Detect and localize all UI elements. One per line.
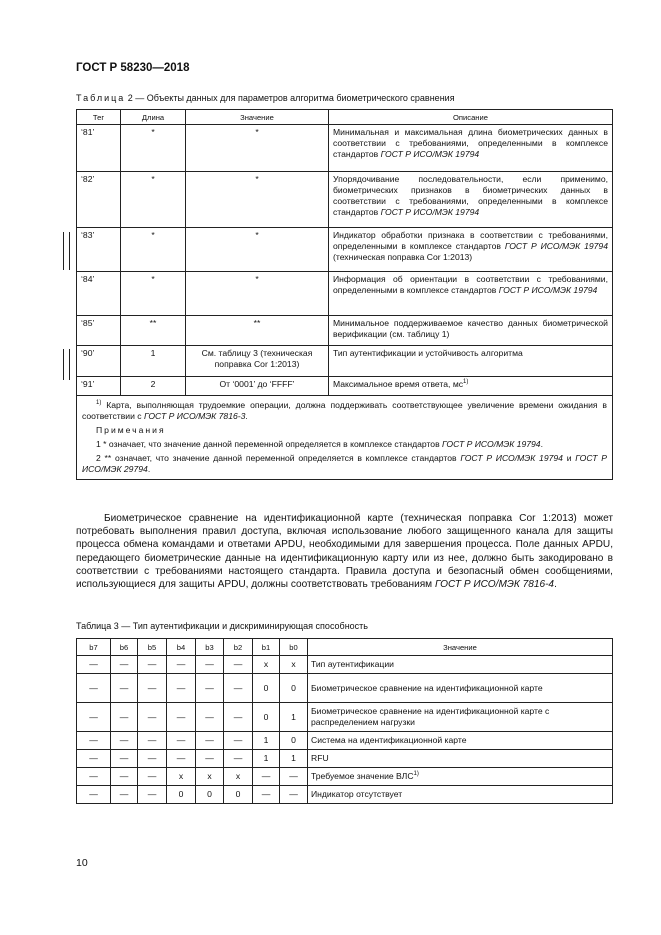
change-bar <box>63 232 64 270</box>
footnote <box>82 400 607 422</box>
tag-cell: ‘85’ <box>77 316 121 346</box>
table-row <box>77 272 613 316</box>
bit-cell: x <box>167 768 196 786</box>
description-cell <box>329 228 613 272</box>
table-row <box>77 732 613 750</box>
bit-cell: — <box>167 750 196 768</box>
bit-cell: 1 <box>253 732 280 750</box>
tag-cell: ‘81’ <box>77 125 121 172</box>
bit-cell: — <box>111 768 138 786</box>
bit-cell: — <box>138 732 167 750</box>
table3 <box>76 638 613 804</box>
description-text: Индикатор обработки признака в соответствии с требованиями, определенными в комплексе стандартов <box>333 230 608 251</box>
value-cell: От ‘0001’ до ‘FFFF’ <box>186 377 329 396</box>
table-row <box>77 377 613 396</box>
description-cell: Минимальное поддерживаемое качество данных биометрической верификации (см. таблицу 1) <box>329 316 613 346</box>
bit-cell: — <box>77 656 111 674</box>
footnote-marker: 1) <box>463 379 469 385</box>
bit-cell: — <box>253 768 280 786</box>
paragraph-text: . <box>554 579 557 591</box>
description-cell <box>329 172 613 228</box>
change-bar <box>69 349 70 380</box>
standard-reference: ГОСТ Р ИСО/МЭК 19794 <box>504 241 608 251</box>
bit-cell: — <box>224 656 253 674</box>
footnote-text: Карта, выполняющая трудоемкие операции, должна поддерживать соответствующее увеличение времени ожидания в соответствии с <box>82 400 607 421</box>
paragraph-text: Биометрическое сравнение на идентификационной карте (техническая поправка Cor 1:2013) может потребовать выполнения правил доступа, включая использование любого защищенного канала для защиты процесса обмена командами и ответами APDU, необходимыми для завершения процесса. Поле данных APDU, передающего биометрические данные на идентификационную карту или из нее, должно быть закодировано в соответствии с требованиями настоящего стандарта. Правила доступа и безопасный обмен сообщениями, использующиеся для защиты APDU, должны соответствовать требованиям <box>76 513 613 591</box>
description-cell <box>329 272 613 316</box>
value-cell: * <box>186 125 329 172</box>
standard-reference: ГОСТ Р ИСО/МЭК 19794 <box>498 285 598 295</box>
page-number: 10 <box>76 857 88 869</box>
table3-header-cell: b1 <box>253 639 280 656</box>
bit-cell: — <box>167 732 196 750</box>
description-cell <box>329 377 613 396</box>
meaning-cell: Биометрическое сравнение на идентификационной карте с распределением нагрузки <box>308 703 613 732</box>
table3-caption: Таблица 3 — Тип аутентификации и дискриминирующая способность <box>76 621 368 631</box>
bit-cell: — <box>138 786 167 804</box>
bit-cell: — <box>77 674 111 703</box>
table2-header-row <box>77 110 613 125</box>
meaning-cell: Тип аутентификации <box>308 656 613 674</box>
bit-cell: 0 <box>167 786 196 804</box>
standard-reference: ГОСТ Р ИСО/МЭК 7816-3 <box>143 411 246 421</box>
description-text: (техническая поправка Cor 1:2013) <box>333 252 473 262</box>
description-text: Упорядочивание последовательности, если применимо, биометрических признаков в биометрических данных в соответствии с требованиями, определенными в комплексе стандартов <box>333 174 608 217</box>
bit-cell: — <box>138 768 167 786</box>
description-cell <box>329 125 613 172</box>
table2-header-cell: Длина <box>121 110 186 125</box>
bit-cell: — <box>77 768 111 786</box>
bit-cell: — <box>196 703 224 732</box>
tag-cell: ‘91’ <box>77 377 121 396</box>
bit-cell: 1 <box>280 750 308 768</box>
bit-cell: — <box>77 786 111 804</box>
meaning-cell: Система на идентификационной карте <box>308 732 613 750</box>
bit-cell: x <box>196 768 224 786</box>
bit-cell: — <box>167 656 196 674</box>
meaning-cell: RFU <box>308 750 613 768</box>
length-cell: * <box>121 228 186 272</box>
bit-cell: — <box>224 732 253 750</box>
change-bar <box>63 349 64 380</box>
footnote-marker: 1) <box>413 771 419 777</box>
table-row <box>77 346 613 377</box>
bit-cell: 0 <box>280 732 308 750</box>
bit-cell: — <box>280 786 308 804</box>
description-cell: Тип аутентификации и устойчивость алгоритма <box>329 346 613 377</box>
meaning-cell: Индикатор отсутствует <box>308 786 613 804</box>
bit-cell: 1 <box>253 750 280 768</box>
bit-cell: x <box>253 656 280 674</box>
value-cell: * <box>186 172 329 228</box>
description-text: Максимальное время ответа, мс <box>333 379 464 389</box>
bit-cell: — <box>111 656 138 674</box>
tag-cell: ‘90’ <box>77 346 121 377</box>
table2-header-cell: Значение <box>186 110 329 125</box>
bit-cell: — <box>77 732 111 750</box>
bit-cell: — <box>111 750 138 768</box>
length-cell: 2 <box>121 377 186 396</box>
bit-cell: 0 <box>253 674 280 703</box>
value-cell: * <box>186 228 329 272</box>
footnote-text: . <box>245 411 248 421</box>
table-row <box>77 768 613 786</box>
meaning-cell <box>308 768 613 786</box>
length-cell: ** <box>121 316 186 346</box>
note-text: 2 ** означает, что значение данной переменной определяется в комплексе стандартов <box>96 453 461 463</box>
bit-cell: — <box>167 703 196 732</box>
table2-header-cell: Тег <box>77 110 121 125</box>
bit-cell: — <box>77 750 111 768</box>
value-cell: * <box>186 272 329 316</box>
bit-cell: x <box>280 656 308 674</box>
bit-cell: — <box>224 703 253 732</box>
bit-cell: — <box>224 750 253 768</box>
note-2 <box>82 453 607 475</box>
bit-cell: — <box>280 768 308 786</box>
description-text: Информация об ориентации в соответствии с требованиями, определенными в комплексе стандартов <box>333 274 608 295</box>
bit-cell: — <box>138 703 167 732</box>
bit-cell: — <box>111 674 138 703</box>
note-text: и <box>562 453 576 463</box>
bit-cell: — <box>196 732 224 750</box>
notes-title: Примечания <box>96 425 166 435</box>
length-cell: * <box>121 272 186 316</box>
description-text: Минимальная и максимальная длина биометрических данных в соответствии с требованиями, определенными в комплексе стандартов <box>333 127 608 159</box>
standard-reference: ГОСТ Р ИСО/МЭК 19794 <box>460 453 563 463</box>
table-row <box>77 674 613 703</box>
note-1 <box>82 439 607 450</box>
bit-cell: — <box>138 674 167 703</box>
length-cell: 1 <box>121 346 186 377</box>
table-row <box>77 228 613 272</box>
bit-cell: — <box>253 786 280 804</box>
document-header: ГОСТ Р 58230—2018 <box>76 62 190 74</box>
bit-cell: 0 <box>224 786 253 804</box>
footnote-marker: 1) <box>96 400 102 406</box>
table-row <box>77 125 613 172</box>
bit-cell: — <box>138 750 167 768</box>
bit-cell: 0 <box>196 786 224 804</box>
tag-cell: ‘83’ <box>77 228 121 272</box>
table3-header-row <box>77 639 613 656</box>
table-row <box>77 786 613 804</box>
table3-header-cell: b6 <box>111 639 138 656</box>
change-bar <box>69 232 70 270</box>
table3-header-cell: Значение <box>308 639 613 656</box>
table3-header-cell: b3 <box>196 639 224 656</box>
table-row <box>77 656 613 674</box>
bit-cell: — <box>111 786 138 804</box>
meaning-text: Требуемое значение ВЛС <box>311 771 414 781</box>
table2 <box>76 109 613 480</box>
note-text: . <box>540 439 543 449</box>
table-row <box>77 316 613 346</box>
table3-header-cell: b5 <box>138 639 167 656</box>
body-paragraph <box>76 512 613 591</box>
standard-reference: ГОСТ Р ИСО/МЭК 19794 <box>380 149 480 159</box>
value-cell: См. таблицу 3 (техническая поправка Cor 1:2013) <box>186 346 329 377</box>
bit-cell: 0 <box>280 674 308 703</box>
note-text: . <box>147 464 151 474</box>
table-row <box>77 750 613 768</box>
table3-header-cell: b0 <box>280 639 308 656</box>
table3-header-cell: b4 <box>167 639 196 656</box>
table2-caption-prefix: Таблица <box>76 93 126 103</box>
bit-cell: — <box>138 656 167 674</box>
table3-header-cell: b2 <box>224 639 253 656</box>
bit-cell: — <box>196 674 224 703</box>
table-row <box>77 172 613 228</box>
table2-notes <box>77 396 613 480</box>
bit-cell: — <box>196 656 224 674</box>
length-cell: * <box>121 125 186 172</box>
bit-cell: 1 <box>280 703 308 732</box>
table3-header-cell: b7 <box>77 639 111 656</box>
bit-cell: — <box>111 703 138 732</box>
bit-cell: 0 <box>253 703 280 732</box>
bit-cell: x <box>224 768 253 786</box>
tag-cell: ‘84’ <box>77 272 121 316</box>
table2-header-cell: Описание <box>329 110 613 125</box>
standard-reference: ГОСТ Р ИСО/МЭК 19794 <box>380 207 480 217</box>
standard-reference: ГОСТ Р ИСО/МЭК 29794 <box>82 453 607 474</box>
bit-cell: — <box>224 674 253 703</box>
standard-reference: ГОСТ Р ИСО/МЭК 7816-4 <box>434 579 555 591</box>
note-text: 1 * означает, что значение данной переменной определяется в комплексе стандартов <box>96 439 443 449</box>
table2-caption <box>76 93 455 103</box>
length-cell: * <box>121 172 186 228</box>
bit-cell: — <box>167 674 196 703</box>
bit-cell: — <box>196 750 224 768</box>
table2-notes-row <box>77 396 613 480</box>
meaning-cell: Биометрическое сравнение на идентификационной карте <box>308 674 613 703</box>
bit-cell: — <box>111 732 138 750</box>
tag-cell: ‘82’ <box>77 172 121 228</box>
table2-caption-text: 2 — Объекты данных для параметров алгоритма биометрического сравнения <box>125 93 455 103</box>
value-cell: ** <box>186 316 329 346</box>
table-row <box>77 703 613 732</box>
bit-cell: — <box>77 703 111 732</box>
standard-reference: ГОСТ Р ИСО/МЭК 19794 <box>442 439 541 449</box>
